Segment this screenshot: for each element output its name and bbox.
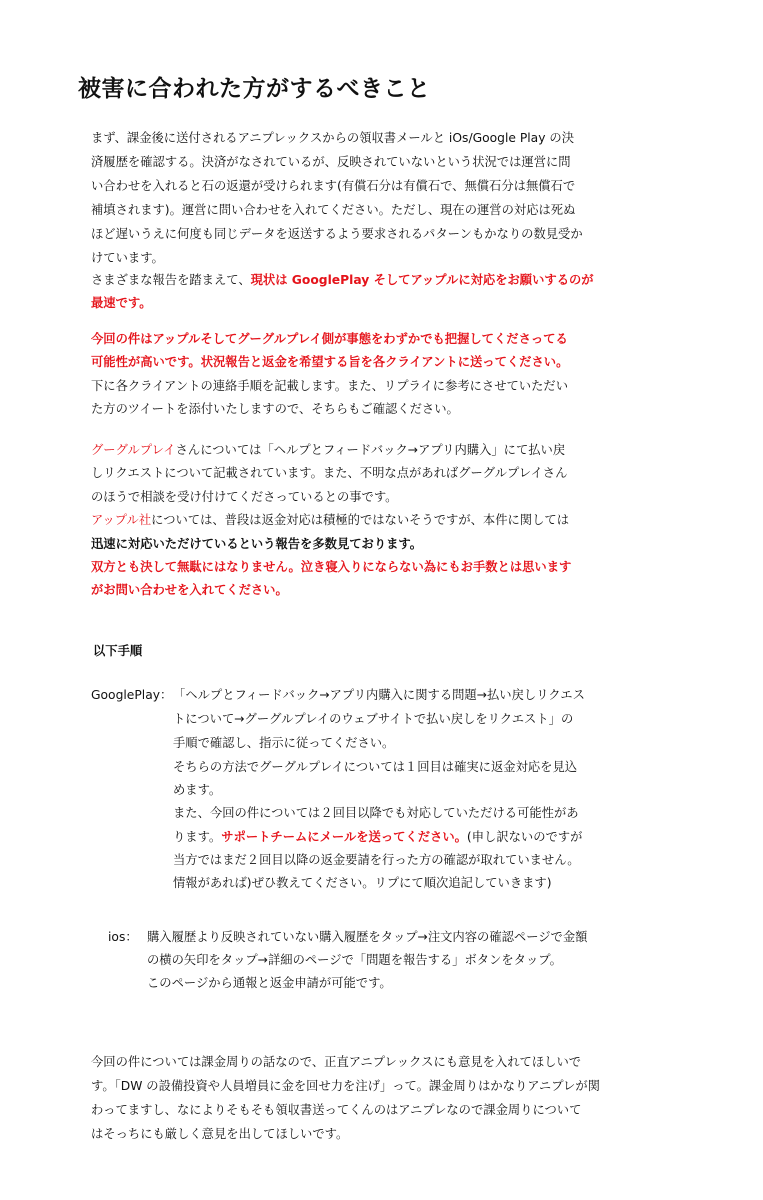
text-line: 手順で確認し、指示に従ってください。	[173, 736, 395, 750]
text-run: さんについては「ヘルプとフィードバック→アプリ内購入」にて払い戻	[175, 443, 566, 457]
text-line	[91, 442, 565, 459]
text-line: 補填されます)。運営に問い合わせを入れてください。ただし、現在の運営の対応は死ぬ	[91, 203, 576, 217]
highlight-text: 現状は GooglePlay そしてアップルに対応をお願いするのが	[250, 273, 594, 287]
text-line	[91, 272, 594, 289]
text-line: 購入履歴より反映されていない購入履歴をタップ→注文内容の確認ページで金額	[147, 930, 588, 944]
highlight-text: 可能性が高いです。状況報告と返金を希望する旨を各クライアントに送ってください。	[91, 355, 569, 369]
text-line: す。「DW の設備投資や人員増員に金を回せ力を注げ」って。課金周りはかなりアニプレが関	[91, 1079, 600, 1093]
page-title: 被害に合われた方がするべきこと	[78, 76, 431, 102]
googleplay-label: GooglePlay：	[91, 688, 173, 702]
highlight-text: がお問い合わせを入れてください。	[91, 583, 288, 597]
text-line: のほうで相談を受け付けてくださっているとの事です。	[91, 490, 398, 504]
text-line: めます。	[173, 783, 222, 797]
text-line: 下に各クライアントの連絡手順を記載します。また、リプライに参考にさせていただい	[91, 379, 568, 393]
text-line: 迅速に対応いただけているという報告を多数見ております。	[91, 537, 423, 551]
text-line: まず、課金後に送付されるアニプレックスからの領収書メールと iOs/Google Play の決	[91, 131, 575, 145]
text-run: については、普段は返金対応は積極的ではないそうですが、本件に関しては	[151, 513, 569, 527]
text-line: 当方ではまだ２回目以降の返金要請を行った方の確認が取れていません。	[173, 853, 580, 867]
text-line: 今回の件については課金周りの話なので、正直アニプレックスにも意見を入れてほしいで	[91, 1055, 582, 1069]
text-line: い合わせを入れると石の返還が受けられます(有償石分は有償石で、無償石分は無償石で	[91, 179, 576, 193]
text-run: さまざまな報告を踏まえて、	[91, 273, 251, 287]
text-line: はそっちにも厳しく意見を出してほしいです。	[91, 1127, 349, 1141]
text-line: 済履歴を確認する。決済がなされているが、反映されていないという状況では運営に問	[91, 155, 571, 169]
text-line: また、今回の件については２回目以降でも対応していただける可能性があ	[173, 806, 579, 820]
steps-heading: 以下手順	[93, 644, 143, 658]
text-line	[91, 512, 569, 529]
text-line: そちらの方法でグーグルプレイについては１回目は確実に返金対応を見込	[173, 760, 578, 774]
text-line: トについて→グーグルプレイのウェブサイトで払い戻しをリクエスト」の	[173, 712, 574, 726]
text-run: ります。	[173, 830, 222, 844]
highlight-text: 双方とも決して無駄にはなりません。泣き寝入りにならない為にもお手数とは思います	[91, 560, 572, 574]
highlight-text: サポートチームにメールを送ってください。	[221, 830, 467, 844]
highlight-text: 最速です。	[91, 296, 152, 310]
text-line: の横の矢印をタップ→詳細のページで「問題を報告する」ボタンをタップ。	[147, 953, 562, 967]
text-line: 情報があれば)ぜひ教えてください。リプにて順次追記していきます)	[173, 876, 552, 890]
text-line	[173, 829, 582, 846]
text-line: わってますし、なによりそもそも領収書送ってくんのはアニプレなので課金周りについて	[91, 1103, 582, 1117]
ios-label: ios：	[108, 930, 138, 944]
text-line: けています。	[91, 251, 164, 265]
text-line: ほど遅いうえに何度も同じデータを返送するよう要求されるパターンもかなりの数見受か	[91, 227, 583, 241]
highlight-text: アップル社	[91, 513, 152, 527]
text-line: しリクエストについて記載されています。また、不明な点があればグーグルプレイさん	[91, 466, 568, 480]
text-line: 「ヘルプとフィードバック→アプリ内購入に関する問題→払い戻しリクエス	[173, 688, 585, 702]
highlight-text: 今回の件はアップルそしてグーグルプレイ側が事態をわずかでも把握してくださってる	[91, 332, 568, 346]
text-line: た方のツイートを添付いたしますので、そちらもご確認ください。	[91, 402, 459, 416]
text-line: このページから通報と返金申請が可能です。	[147, 976, 392, 990]
text-run: (申し訳ないのですが	[466, 830, 583, 844]
highlight-text: グーグルプレイ	[91, 443, 176, 457]
